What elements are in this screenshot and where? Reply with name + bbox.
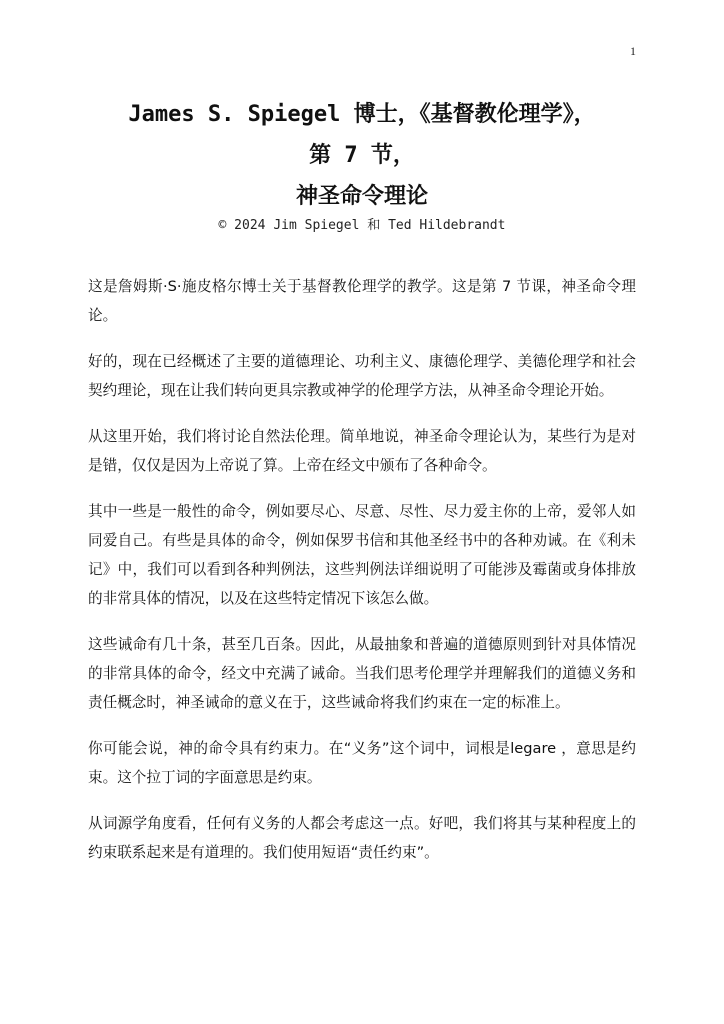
paragraph-7: 从词源学角度看，任何有义务的人都会考虑这一点。好吧，我们将其与某种程度上的约束联系起来是有道理的。我们使用短语“责任约束”。 xyxy=(88,815,636,861)
title-line-2: 第 7 节， xyxy=(309,143,415,168)
paragraph-1: 这是詹姆斯·S·施皮格尔博士关于基督教伦理学的教学。这是第 7 节课，神圣命令理论。 xyxy=(88,278,636,324)
paragraph-3: 从这里开始，我们将讨论自然法伦理。简单地说，神圣命令理论认为，某些行为是对是错，仅仅是因为上帝说了算。上帝在经文中颁布了各种命令。 xyxy=(88,428,636,474)
paragraph-2: 好的，现在已经概述了主要的道德理论、功利主义、康德伦理学、美德伦理学和社会契约理论，现在让我们转向更具宗教或神学的伦理学方法，从神圣命令理论开始。 xyxy=(88,353,636,399)
paragraph-6: 你可能会说，神的命令具有约束力。在“义务”这个词中，词根是legare ，意思是约束。这个拉丁词的字面意思是约束。 xyxy=(88,740,636,786)
paragraph-4: 其中一些是一般性的命令，例如要尽心、尽意、尽性、尽力爱主你的上帝，爱邻人如同爱自己。有些是具体的命令，例如保罗书信和其他圣经书中的各种劝诫。在《利未记》中，我们可以看到各种判例法，这些判例法详细说明了可能涉及霉菌或身体排放的非常具体的情况，以及在这些特定情况下该怎么做。 xyxy=(88,503,636,607)
paragraph-5: 这些诫命有几十条，甚至几百条。因此，从最抽象和普遍的道德原则到针对具体情况的非常具体的命令，经文中充满了诫命。当我们思考伦理学并理解我们的道德义务和责任概念时，神圣诫命的意义在于，这些诫命将我们约束在一定的标准上。 xyxy=(88,636,636,711)
page-number: 1 xyxy=(630,44,636,58)
title-block xyxy=(60,94,664,235)
title-line-1: James S. Spiegel 博士，《基督教伦理学》， xyxy=(128,102,596,127)
title-line-3: 神圣命令理论 xyxy=(295,184,428,209)
body-text xyxy=(88,272,636,884)
copyright-line: © 2024 Jim Spiegel 和 Ted Hildebrandt xyxy=(218,218,506,233)
